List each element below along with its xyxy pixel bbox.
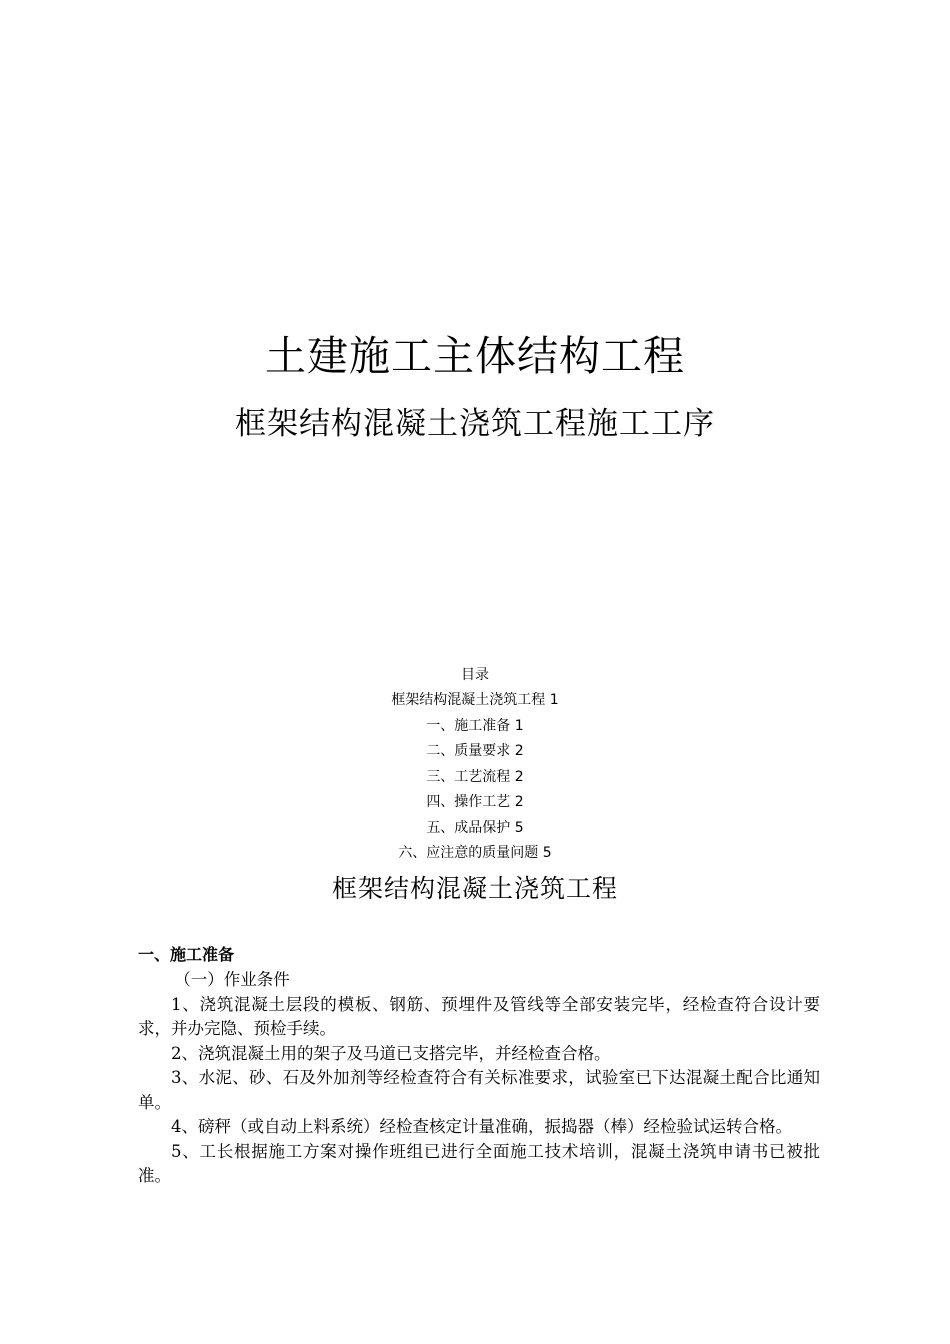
section-body — [138, 968, 820, 1189]
paragraph: 5、工长根据施工方案对操作班组已进行全面施工技术培训，混凝土浇筑申请书已被批准。 — [138, 1141, 820, 1185]
paragraph: 4、磅秤（或自动上料系统）经检查核定计量准确，振捣器（棒）经检验试运转合格。 — [171, 1117, 792, 1136]
toc-item: 二、质量要求 2 — [426, 743, 524, 759]
toc-item: 四、操作工艺 2 — [426, 794, 524, 810]
toc-item: 框架结构混凝土浇筑工程 1 — [391, 692, 559, 708]
toc-item: 三、工艺流程 2 — [426, 768, 524, 785]
toc-item: 一、施工准备 1 — [426, 717, 524, 734]
toc-heading: 目录 — [461, 667, 489, 683]
section-heading: 一、施工准备 — [138, 945, 235, 964]
subsection-heading: （一）作业条件 — [174, 970, 290, 989]
toc-item: 五、成品保护 5 — [426, 819, 524, 836]
paragraph: 3、水泥、砂、石及外加剂等经检查符合有关标准要求，试验室已下达混凝土配合比通知单。 — [138, 1068, 820, 1112]
paragraph: 2、浇筑混凝土用的架子及马道已支搭完毕，并经检查合格。 — [171, 1043, 611, 1063]
paragraph: 1、浇筑混凝土层段的模板、钢筋、预埋件及管线等全部安装完毕，经检查符合设计要求，并办完隐、预检手续。 — [138, 994, 820, 1038]
section-title: 框架结构混凝土浇筑工程 — [331, 874, 618, 903]
document-subtitle: 框架结构混凝土浇筑工程施工工序 — [235, 406, 715, 442]
document-title: 土建施工主体结构工程 — [265, 332, 685, 380]
table-of-contents — [0, 662, 950, 867]
toc-item: 六、应注意的质量问题 5 — [398, 845, 552, 861]
